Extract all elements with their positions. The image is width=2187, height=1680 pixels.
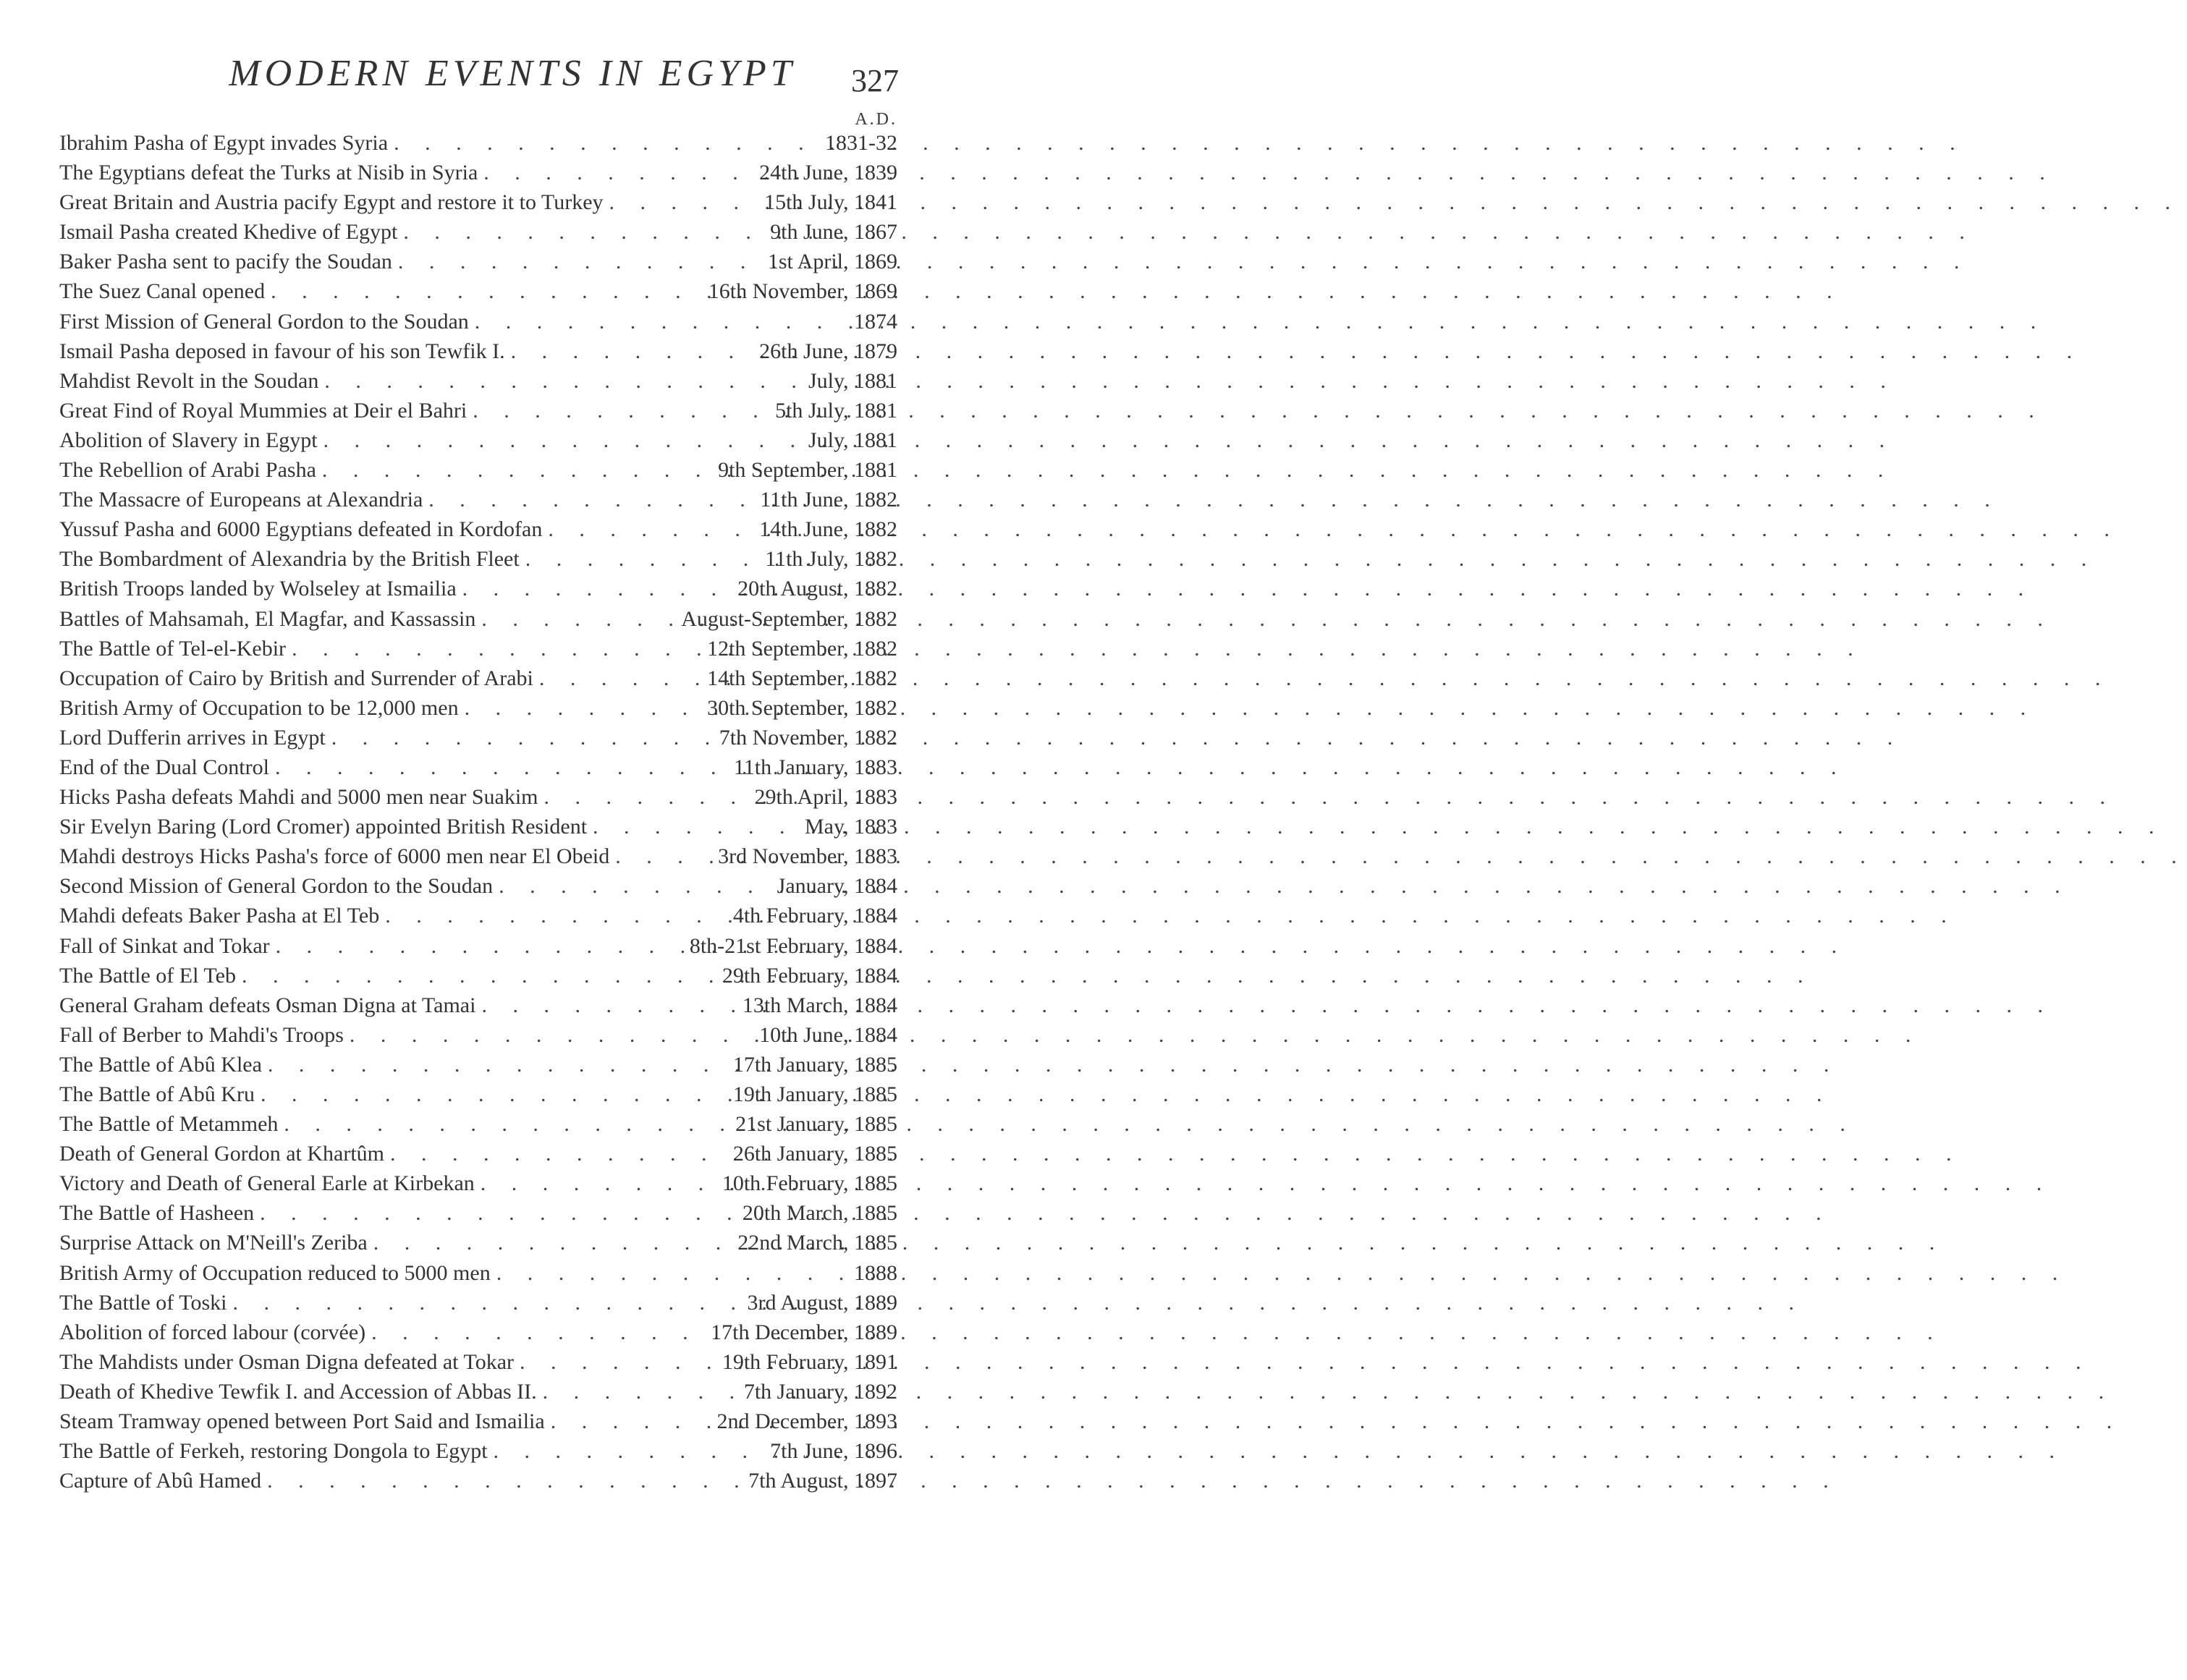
chronology-entry <box>59 607 897 637</box>
dot-leader <box>459 696 707 721</box>
event-text: First Mission of General Gordon to the Soudan <box>59 309 469 334</box>
dot-leader <box>475 1171 722 1196</box>
dot-leader <box>505 339 753 364</box>
chronology-entry <box>59 220 897 250</box>
chronology-entry <box>59 399 897 428</box>
event-text: Death of General Gordon at Khartûm <box>59 1142 385 1166</box>
event-text: Second Mission of General Gordon to the Soudan <box>59 874 494 899</box>
dot-leader <box>397 220 753 245</box>
event-text: Yussuf Pasha and 6000 Egyptians defeated in Kordofan <box>59 517 543 542</box>
event-date: 11th January, 1883 <box>733 755 897 779</box>
event-date: 2nd December, 1893 <box>716 1409 897 1434</box>
event-text: Ismail Pasha deposed in favour of his son Tewfik I. <box>59 339 505 363</box>
event-text: Abolition of Slavery in Egypt <box>59 428 318 452</box>
chronology-entry <box>59 1469 897 1498</box>
event-date: 20th March, 1885 <box>742 1201 897 1226</box>
event-text: Battles of Mahsamah, El Magfar, and Kassassin <box>59 606 476 631</box>
dot-leader <box>609 844 718 869</box>
chronology-entry <box>59 637 897 666</box>
dot-leader <box>227 1291 747 1315</box>
event-date: 1st April, 1869 <box>767 250 897 274</box>
event-date: 10th June, 1884 <box>759 1022 897 1047</box>
chronology-list <box>59 131 897 1498</box>
event-text: Surprise Attack on M'Neill's Zeriba <box>59 1231 368 1255</box>
dot-leader <box>423 488 753 512</box>
dot-leader <box>318 428 753 453</box>
event-date: 13th March, 1884 <box>742 993 897 1017</box>
dot-leader <box>542 517 753 542</box>
chronology-entry <box>59 844 897 874</box>
dot-leader <box>262 1053 733 1077</box>
dot-leader <box>469 310 753 334</box>
event-text: Mahdist Revolt in the Soudan <box>59 368 319 393</box>
event-text: British Troops landed by Wolseley at Ismailia <box>59 577 457 601</box>
dot-leader <box>587 815 753 839</box>
dot-leader <box>265 279 708 304</box>
chronology-entry <box>59 755 897 785</box>
chronology-entry <box>59 250 897 279</box>
dot-leader <box>344 1023 753 1048</box>
event-date: 24th June, 1839 <box>759 161 897 185</box>
dot-leader <box>514 1350 722 1375</box>
dot-leader <box>236 964 722 988</box>
chronology-entry <box>59 339 897 369</box>
dot-leader <box>493 874 753 899</box>
event-text: The Suez Canal opened <box>59 279 266 304</box>
event-text: Baker Pasha sent to pacify the Soudan <box>59 250 392 274</box>
event-text: The Battle of Tel-el-Kebir <box>59 636 287 661</box>
chronology-entry <box>59 1261 897 1291</box>
event-date: 11th June, 1882 <box>760 488 897 512</box>
event-text: The Massacre of Europeans at Alexandria <box>59 488 423 512</box>
chronology-entry <box>59 1350 897 1380</box>
dot-leader <box>520 547 753 572</box>
event-text: Fall of Sinkat and Tokar <box>59 933 270 958</box>
event-text: The Battle of Ferkeh, restoring Dongola to Egypt <box>59 1439 488 1464</box>
event-date: July, 1881 <box>808 368 897 393</box>
dot-leader <box>368 1231 737 1255</box>
event-date: 3rd August, 1889 <box>747 1290 897 1315</box>
chronology-entry <box>59 1112 897 1142</box>
dot-leader <box>384 1142 733 1166</box>
chronology-entry <box>59 1409 897 1439</box>
dot-leader <box>545 1409 717 1434</box>
event-text: British Army of Occupation to be 12,000 men <box>59 695 459 720</box>
event-date: 15th July, 1841 <box>764 190 897 215</box>
event-date: July, 1881 <box>808 428 897 452</box>
event-text: General Graham defeats Osman Digna at Tamai <box>59 993 476 1017</box>
event-text: The Rebellion of Arabi Pasha <box>59 458 316 483</box>
event-text: Sir Evelyn Baring (Lord Cromer) appointed British Resident <box>59 815 588 839</box>
dot-leader <box>537 1380 744 1404</box>
event-date: 11th July, 1882 <box>765 547 897 572</box>
event-text: Capture of Abû Hamed <box>59 1469 262 1493</box>
event-date: 8th-21st February, 1884 <box>689 933 897 958</box>
dot-leader <box>286 637 707 661</box>
dot-leader <box>318 369 753 394</box>
event-text: The Battle of Abû Klea <box>59 1052 262 1077</box>
event-date: 30th September, 1882 <box>707 695 897 720</box>
chronology-entry <box>59 964 897 993</box>
dot-leader <box>278 1112 735 1137</box>
event-date: 7th August, 1897 <box>748 1469 897 1493</box>
event-date: 9th September, 1881 <box>718 458 897 483</box>
dot-leader <box>478 161 753 185</box>
event-text: Lord Dufferin arrives in Egypt <box>59 725 326 750</box>
chronology-entry <box>59 815 897 844</box>
event-date: May, 1883 <box>804 815 897 839</box>
chronology-entry <box>59 726 897 755</box>
event-date: 1888 <box>854 1260 897 1285</box>
event-date: 26th January, 1885 <box>732 1142 897 1166</box>
chronology-entry <box>59 161 897 190</box>
chronology-entry <box>59 310 897 339</box>
event-text: Victory and Death of General Earle at Kirbekan <box>59 1171 475 1196</box>
chronology-entry <box>59 1201 897 1231</box>
dot-leader <box>261 1469 748 1493</box>
event-text: British Army of Occupation reduced to 5000 men <box>59 1260 491 1285</box>
dot-leader <box>533 666 707 691</box>
event-date: 19th February, 1891 <box>722 1349 897 1374</box>
chronology-entry <box>59 1142 897 1171</box>
chronology-entry <box>59 1380 897 1409</box>
dot-leader <box>457 577 737 601</box>
chronology-entry <box>59 1053 897 1082</box>
event-date: 29th April, 1883 <box>754 785 897 810</box>
event-text: End of the Dual Control <box>59 755 269 779</box>
dot-leader <box>538 785 753 810</box>
event-text: The Battle of Toski <box>59 1290 227 1315</box>
dot-leader <box>269 755 734 780</box>
chronology-entry <box>59 904 897 933</box>
page-header <box>0 52 1025 96</box>
chronology-entry <box>59 785 897 815</box>
chronology-entry <box>59 934 897 964</box>
chronology-entry <box>59 1291 897 1320</box>
dot-leader <box>379 904 733 928</box>
chronology-entry <box>59 577 897 606</box>
event-date: 14th June, 1882 <box>759 517 897 542</box>
event-text: Fall of Berber to Mahdi's Troops <box>59 1022 344 1047</box>
event-text: The Mahdists under Osman Digna defeated at Tokar <box>59 1349 514 1374</box>
dot-leader <box>475 607 681 632</box>
event-text: Great Britain and Austria pacify Egypt and restore it to Turkey <box>59 190 604 215</box>
event-date: August-September, 1882 <box>681 606 897 631</box>
event-date: January, 1884 <box>777 874 897 899</box>
event-date: 9th June, 1867 <box>770 220 897 245</box>
dot-leader <box>392 250 753 274</box>
event-text: Ismail Pasha created Khedive of Egypt <box>59 220 398 245</box>
event-text: Abolition of forced labour (corvée) <box>59 1320 366 1344</box>
chronology-entry <box>59 666 897 696</box>
event-date: 7th January, 1892 <box>743 1379 897 1404</box>
event-date: 5th July, 1881 <box>775 398 897 423</box>
chronology-entry <box>59 874 897 904</box>
dot-leader <box>488 1439 753 1464</box>
event-text: Steam Tramway opened between Port Said and Ismailia <box>59 1409 545 1434</box>
dot-leader <box>270 934 690 959</box>
dot-leader <box>604 190 753 215</box>
dot-leader <box>388 131 753 156</box>
chronology-entry <box>59 547 897 577</box>
event-text: The Battle of Abû Kru <box>59 1082 255 1106</box>
event-date: 7th June, 1896 <box>770 1439 897 1464</box>
chronology-entry <box>59 1082 897 1112</box>
era-label: A.D. <box>855 110 897 129</box>
event-date: 17th December, 1889 <box>711 1320 897 1344</box>
chronology-entry <box>59 1320 897 1350</box>
event-date: 1874 <box>854 309 897 334</box>
chronology-entry <box>59 428 897 458</box>
event-date: 19th January, 1885 <box>732 1082 897 1106</box>
event-date: 3rd November, 1883 <box>718 844 897 869</box>
event-text: Great Find of Royal Mummies at Deir el Bahri <box>59 398 468 423</box>
event-text: Mahdi defeats Baker Pasha at El Teb <box>59 904 380 928</box>
event-text: Occupation of Cairo by British and Surrender of Arabi <box>59 666 533 690</box>
event-text: The Bombardment of Alexandria by the British Fleet <box>59 547 520 572</box>
dot-leader <box>255 1082 733 1107</box>
event-date: 12th September, 1882 <box>707 636 897 661</box>
event-text: The Egyptians defeat the Turks at Nisib in Syria <box>59 161 478 185</box>
event-date: 16th November, 1869 <box>708 279 897 304</box>
chronology-entry <box>59 190 897 220</box>
dot-leader <box>254 1201 743 1226</box>
event-date: 14th September, 1882 <box>707 666 897 690</box>
event-text: Hicks Pasha defeats Mahdi and 5000 men near Suakim <box>59 785 538 810</box>
page-number: 327 <box>851 63 899 98</box>
chronology-entry <box>59 1171 897 1201</box>
event-date: 20th August, 1882 <box>737 577 897 601</box>
event-text: The Battle of Metammeh <box>59 1112 279 1137</box>
event-text: The Battle of El Teb <box>59 963 236 988</box>
dot-leader <box>316 458 718 483</box>
chronology-entry <box>59 1023 897 1053</box>
chronology-entry <box>59 369 897 399</box>
event-date: 1831-32 <box>825 131 897 155</box>
dot-leader <box>326 726 719 750</box>
chronology-entry <box>59 279 897 309</box>
chronology-entry <box>59 1231 897 1260</box>
event-date: 17th January, 1885 <box>732 1052 897 1077</box>
dot-leader <box>365 1320 711 1345</box>
dot-leader <box>467 399 753 423</box>
event-date: 10th February, 1885 <box>722 1171 897 1196</box>
event-text: Death of Khedive Tewfik I. and Accession of Abbas II. <box>59 1379 537 1404</box>
chronology-entry <box>59 488 897 517</box>
chronology-entry <box>59 1439 897 1469</box>
event-date: 4th February, 1884 <box>732 904 897 928</box>
event-date: 7th November, 1882 <box>719 725 897 750</box>
chronology-entry <box>59 458 897 488</box>
running-title: MODERN EVENTS IN EGYPT <box>229 53 796 94</box>
event-date: 21st January, 1885 <box>735 1112 897 1137</box>
dot-leader <box>475 993 742 1018</box>
event-text: Ibrahim Pasha of Egypt invades Syria <box>59 131 389 155</box>
event-date: 26th June, 1879 <box>759 339 897 363</box>
chronology-entry <box>59 131 897 161</box>
chronology-entry <box>59 993 897 1023</box>
chronology-entry <box>59 696 897 726</box>
event-text: Mahdi destroys Hicks Pasha's force of 6000 men near El Obeid <box>59 844 610 869</box>
event-text: The Battle of Hasheen <box>59 1201 255 1226</box>
event-date: 29th February, 1884 <box>722 963 897 988</box>
chronology-entry <box>59 517 897 547</box>
event-date: 22nd March, 1885 <box>737 1231 897 1255</box>
dot-leader <box>491 1261 753 1286</box>
